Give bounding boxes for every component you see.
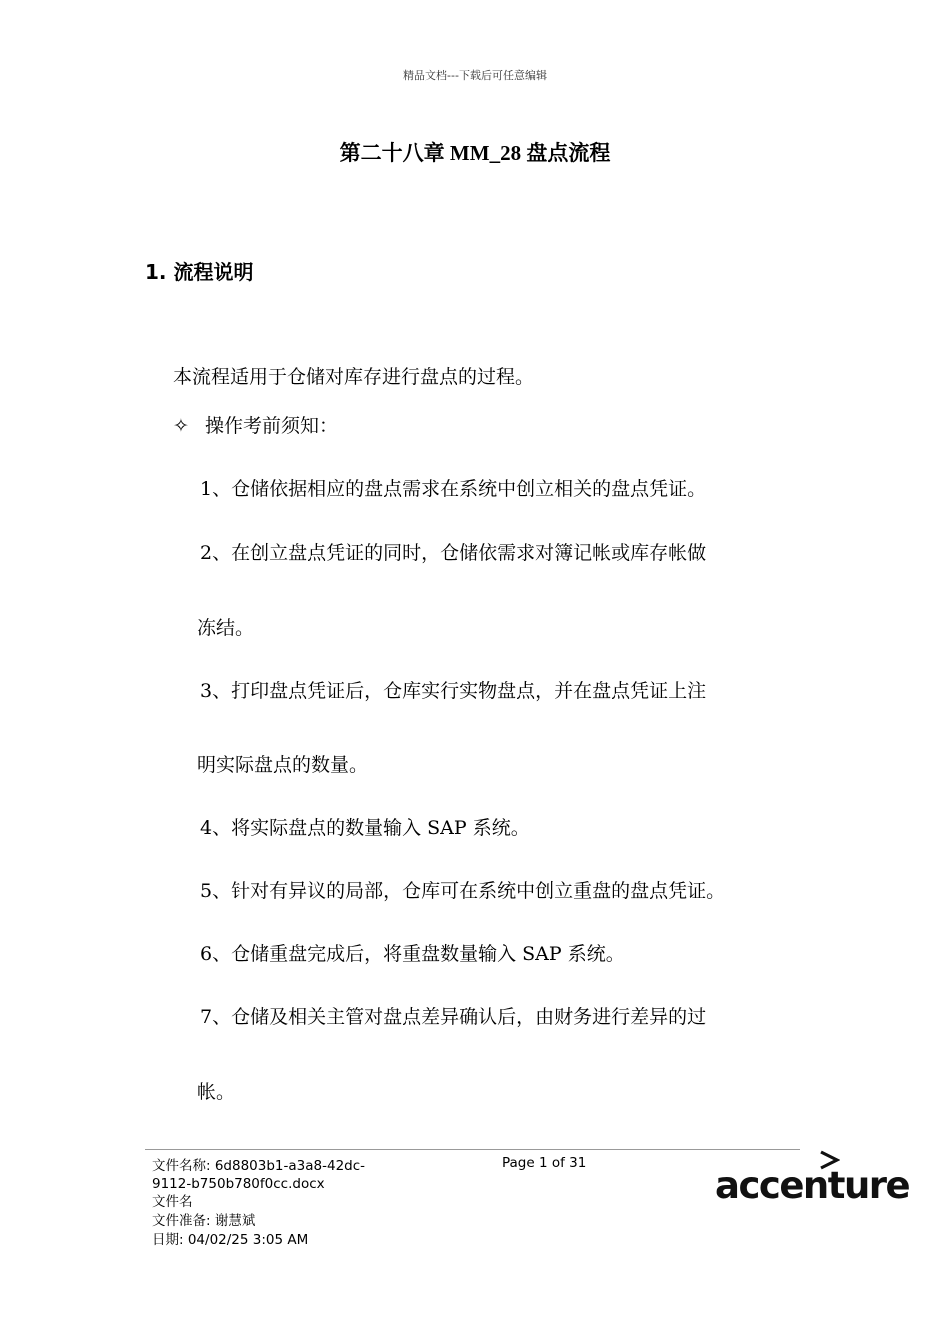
step-3: 3、打印盘点凭证后，仓库实行实物盘点，并在盘点凭证上注	[200, 680, 707, 702]
step-5: 5、针对有异议的局部，仓库可在系统中创立重盘的盘点凭证。	[200, 880, 726, 902]
notice-line	[173, 411, 338, 438]
step-3-continued: 明实际盘点的数量。	[197, 754, 369, 776]
chapter-title: 第二十八章 MM_28 盘点流程	[339, 141, 611, 165]
page-number: Page 1 of 31	[502, 1155, 587, 1171]
section-heading: 1. 流程说明	[145, 260, 254, 284]
step-2-continued: 冻结。	[197, 617, 255, 639]
accenture-logo	[712, 1150, 910, 1212]
intro-paragraph: 本流程适用于仓储对库存进行盘点的过程。	[173, 366, 535, 388]
diamond-bullet-icon: ✧	[173, 415, 189, 437]
top-banner: 精品文档---下载后可任意编辑	[403, 69, 547, 82]
accenture-logo-text: accenture	[715, 1164, 910, 1207]
step-1: 1、仓储依据相应的盘点需求在系统中创立相关的盘点凭证。	[200, 478, 707, 500]
footer-filename-line1: 文件名称: 6d8803b1-a3a8-42dc-	[152, 1158, 366, 1174]
step-2: 2、在创立盘点凭证的同时，仓储依需求对簿记帐或库存帐做	[200, 542, 707, 564]
footer-filename-label: 文件名	[152, 1194, 193, 1210]
footer-prepared-by: 文件准备: 谢慧斌	[152, 1213, 256, 1229]
notice-label: 操作考前须知：	[205, 415, 339, 437]
step-7-continued: 帐。	[197, 1081, 236, 1103]
footer-divider	[145, 1149, 800, 1150]
step-4: 4、将实际盘点的数量输入 SAP 系统。	[200, 817, 530, 839]
step-7: 7、仓储及相关主管对盘点差异确认后，由财务进行差异的过	[200, 1006, 707, 1028]
footer-date: 日期: 04/02/25 3:05 AM	[152, 1232, 309, 1248]
step-6: 6、仓储重盘完成后，将重盘数量输入 SAP 系统。	[200, 943, 625, 965]
footer-filename-line2: 9112-b750b780f0cc.docx	[152, 1176, 325, 1192]
